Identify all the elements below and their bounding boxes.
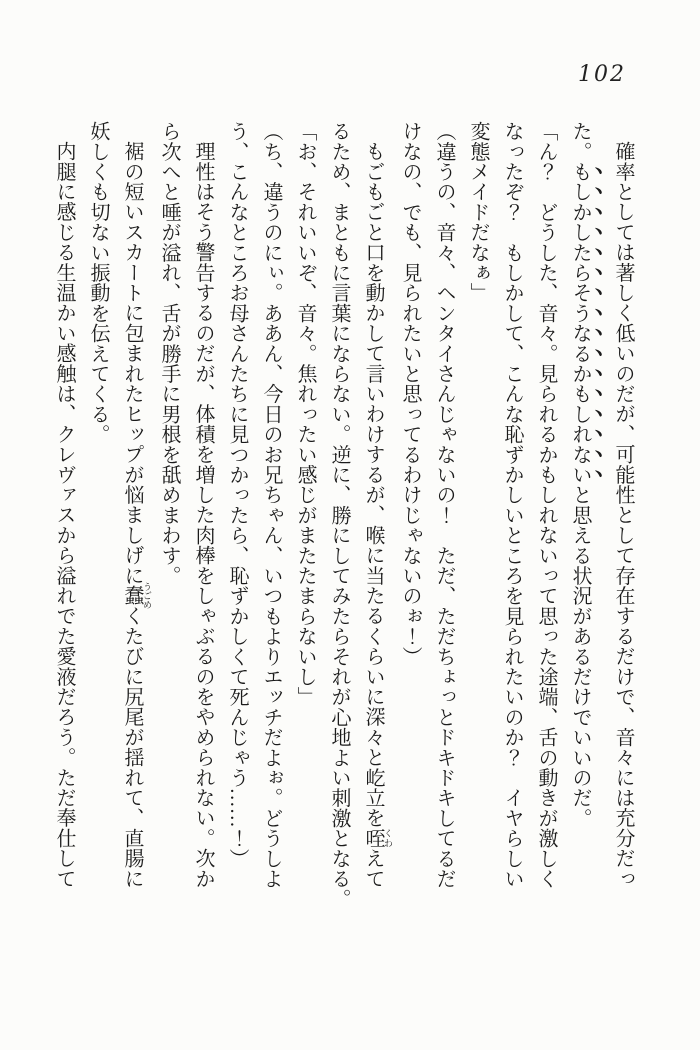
text-line: るため、まともに言葉にならない。逆に、勝にしてみたらそれが心地よい刺激となる。 [328,121,350,909]
text-line: う、こんなところお母さんたちに見つかったら、恥ずかしくて死んじゃう……！） [226,121,248,869]
ruby-annotated-word: 咥 くわ [362,827,393,849]
text-line: ら次へと唾が溢れ、舌が勝手に男根を舐めまわす。 [158,121,180,586]
text-line: た。もしかしたらそうなるかもしれないと思える状況があるだけでいいのだ。 [569,121,591,829]
text-line: 理性はそう警告するのだが、体積を増した肉棒をしゃぶるのをやめられない。次か [192,141,214,889]
text-line: なったぞ？ もしかして、こんな恥ずかしいところを見られたいのか？ イヤらしい [501,121,523,889]
text-line: けなの、でも、見られたいと思ってるわけじゃないのぉ！） [399,121,421,667]
text-line: 内腿に感じる生温かい感触は、クレヴァスから溢れでた愛液だろう。ただ奉仕して [53,141,75,889]
text-line: 裾の短いスカートに包まれたヒップが悩ましげに蠢 うごめくたびに尻尾が揺れて、直腸に [121,141,152,889]
text-line: （違うの、音々、ヘンタイさんじゃないの！ ただ、ただちょっとドキドキしてるだ [433,121,455,889]
text-line: （ち、違うのにぃ。ああん、今日のお兄ちゃん、いつもよりエッチだよぉ。どうしよ [260,121,282,889]
text-line: 確率としては著しく低いのだが、可能性として存在するだけで、音々には充分だっ [612,141,634,889]
text-line: 「お、それいいぞ、音々。焦れったい感じがまたたまらないし」 [294,121,316,707]
text-line: 妖しくも切ない振動を伝えてくる。 [87,121,109,445]
text-line: 変態メイドだなぁ」 [467,121,489,303]
ruby-annotated-word: 蠢 うごめ [121,582,152,610]
page-number: 102 [578,62,626,87]
text-line: 「ん？ どうした、音々。見られるかもしれないって思った途端、舌の動きが激しく [535,121,557,889]
emphasized-text: もしかしたらそうなるかもしれない [569,161,591,485]
text-block [47,121,640,991]
text-line: もごもごと口を動かして言いわけするが、喉に当たるくらいに深々と屹立を咥 くわえて [362,141,393,889]
